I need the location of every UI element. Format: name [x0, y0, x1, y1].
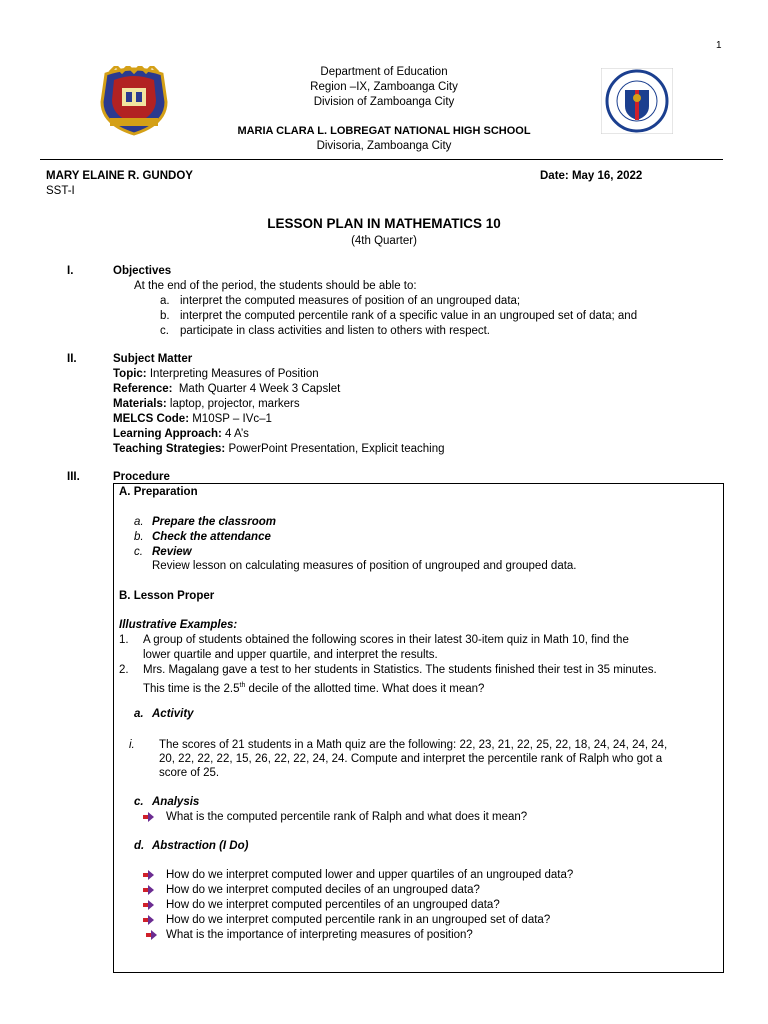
subject-row-approach — [113, 427, 249, 442]
prep-item: Review — [152, 546, 192, 558]
example-number: 2. — [119, 664, 129, 676]
arrow-bullet-icon — [143, 884, 155, 896]
objectives-intro: At the end of the period, the students should be able to: — [134, 280, 417, 292]
examples-heading: Illustrative Examples: — [119, 619, 238, 631]
arrow-bullet-icon — [143, 914, 155, 926]
objective-item: interpret the computed percentile rank of a specific value in an ungrouped set of data; and — [180, 310, 638, 322]
subject-heading: Subject Matter — [113, 353, 193, 365]
teacher-name: MARY ELAINE R. GUNDOY — [46, 170, 193, 182]
example-2-text: decile of the allotted time. What does it mean? — [245, 682, 485, 695]
subject-row-reference — [113, 382, 340, 397]
subject-value: Math Quarter 4 Week 3 Capslet — [172, 383, 341, 395]
objectives-heading: Objectives — [113, 265, 172, 277]
arrow-bullet-icon — [143, 811, 155, 823]
objective-letter: b. — [160, 310, 170, 322]
example-2-line-1: Mrs. Magalang gave a test to her students in Statistics. The students finished their test in 35 minutes. — [143, 664, 657, 676]
analysis-question: What is the computed percentile rank of Ralph and what does it mean? — [166, 811, 528, 823]
lesson-proper-heading: B. Lesson Proper — [119, 590, 215, 602]
prep-letter: b. — [134, 531, 144, 543]
procedure-heading: Procedure — [113, 471, 170, 483]
analysis-heading: Analysis — [152, 796, 200, 808]
objective-letter: a. — [160, 295, 170, 307]
school-address: Divisoria, Zamboanga City — [316, 140, 452, 152]
section-number-objectives: I. — [67, 265, 74, 277]
region-name: Region –IX, Zamboanga City — [310, 81, 458, 93]
activity-letter: a. — [134, 708, 144, 720]
subject-value: Interpreting Measures of Position — [146, 368, 319, 380]
example-number: 1. — [119, 634, 129, 646]
activity-line-1: The scores of 21 students in a Math quiz are the following: 22, 23, 21, 22, 25, 22, 18, 24, 24, 24, 24, — [159, 739, 668, 751]
subject-value: 4 A’s — [221, 428, 249, 440]
subject-label: Teaching Strategies: — [113, 443, 226, 455]
activity-heading: Activity — [152, 708, 194, 720]
abstraction-question: How do we interpret computed percentiles of an ungrouped data? — [166, 899, 500, 911]
activity-line-2: 20, 22, 22, 22, 15, 26, 22, 22, 24, 24. Compute and interpret the percentile rank of Ralph who got a — [159, 753, 663, 765]
arrow-bullet-icon — [143, 869, 155, 881]
subject-row-melcs — [113, 412, 272, 427]
arrow-bullet-icon — [143, 899, 155, 911]
school-name: MARIA CLARA L. LOBREGAT NATIONAL HIGH SCHOOL — [237, 125, 531, 137]
prep-item: Prepare the classroom — [152, 516, 277, 528]
subject-row-topic — [113, 367, 319, 382]
prep-letter: c. — [134, 546, 143, 558]
subject-value: M10SP – IVc–1 — [189, 413, 272, 425]
example-2-superscript: th — [239, 682, 246, 689]
division-name: Division of Zamboanga City — [313, 96, 455, 108]
example-2-line-2 — [143, 678, 484, 697]
subject-value: laptop, projector, markers — [166, 398, 300, 410]
subject-label: MELCS Code: — [113, 413, 190, 425]
abstraction-question: What is the importance of interpreting measures of position? — [166, 929, 473, 941]
document-title: LESSON PLAN IN MATHEMATICS 10 — [267, 216, 501, 231]
subject-row-strategies — [113, 442, 445, 457]
arrow-bullet-icon — [146, 929, 158, 941]
objective-item: participate in class activities and listen to others with respect. — [180, 325, 491, 337]
example-2-text: This time is the 2.5 — [143, 682, 240, 695]
subject-label: Materials: — [113, 398, 167, 410]
abstraction-heading: Abstraction (I Do) — [152, 840, 249, 852]
activity-number: i. — [129, 739, 135, 751]
preparation-heading: A. Preparation — [119, 486, 198, 498]
prep-letter: a. — [134, 516, 144, 528]
activity-line-3: score of 25. — [159, 767, 220, 779]
section-number-procedure: III. — [67, 471, 80, 483]
objective-letter: c. — [160, 325, 169, 337]
analysis-letter: c. — [134, 796, 144, 808]
subject-label: Topic: — [113, 368, 147, 380]
subject-value: PowerPoint Presentation, Explicit teaching — [225, 443, 445, 455]
teacher-position: SST-I — [46, 185, 75, 197]
example-1-line-2: lower quartile and upper quartile, and interpret the results. — [143, 649, 438, 661]
objective-item: interpret the computed measures of position of an ungrouped data; — [180, 295, 521, 307]
review-text: Review lesson on calculating measures of position of ungrouped and grouped data. — [152, 560, 577, 572]
document-subtitle: (4th Quarter) — [351, 235, 417, 247]
page-number: 1 — [716, 40, 722, 51]
abstraction-question: How do we interpret computed percentile rank in an ungrouped set of data? — [166, 914, 551, 926]
prep-item: Check the attendance — [152, 531, 271, 543]
subject-label: Reference: — [113, 383, 173, 395]
section-number-subject: II. — [67, 353, 77, 365]
abstraction-question: How do we interpret computed deciles of an ungrouped data? — [166, 884, 480, 896]
abstraction-letter: d. — [134, 840, 145, 852]
lesson-date: Date: May 16, 2022 — [540, 170, 643, 182]
dept-name: Department of Education — [320, 66, 448, 78]
subject-label: Learning Approach: — [113, 428, 222, 440]
abstraction-question: How do we interpret computed lower and upper quartiles of an ungrouped data? — [166, 869, 574, 881]
header-divider — [40, 159, 723, 160]
example-1-line-1: A group of students obtained the following scores in their latest 30-item quiz in Math 10, find the — [143, 634, 629, 646]
subject-row-materials — [113, 397, 300, 412]
